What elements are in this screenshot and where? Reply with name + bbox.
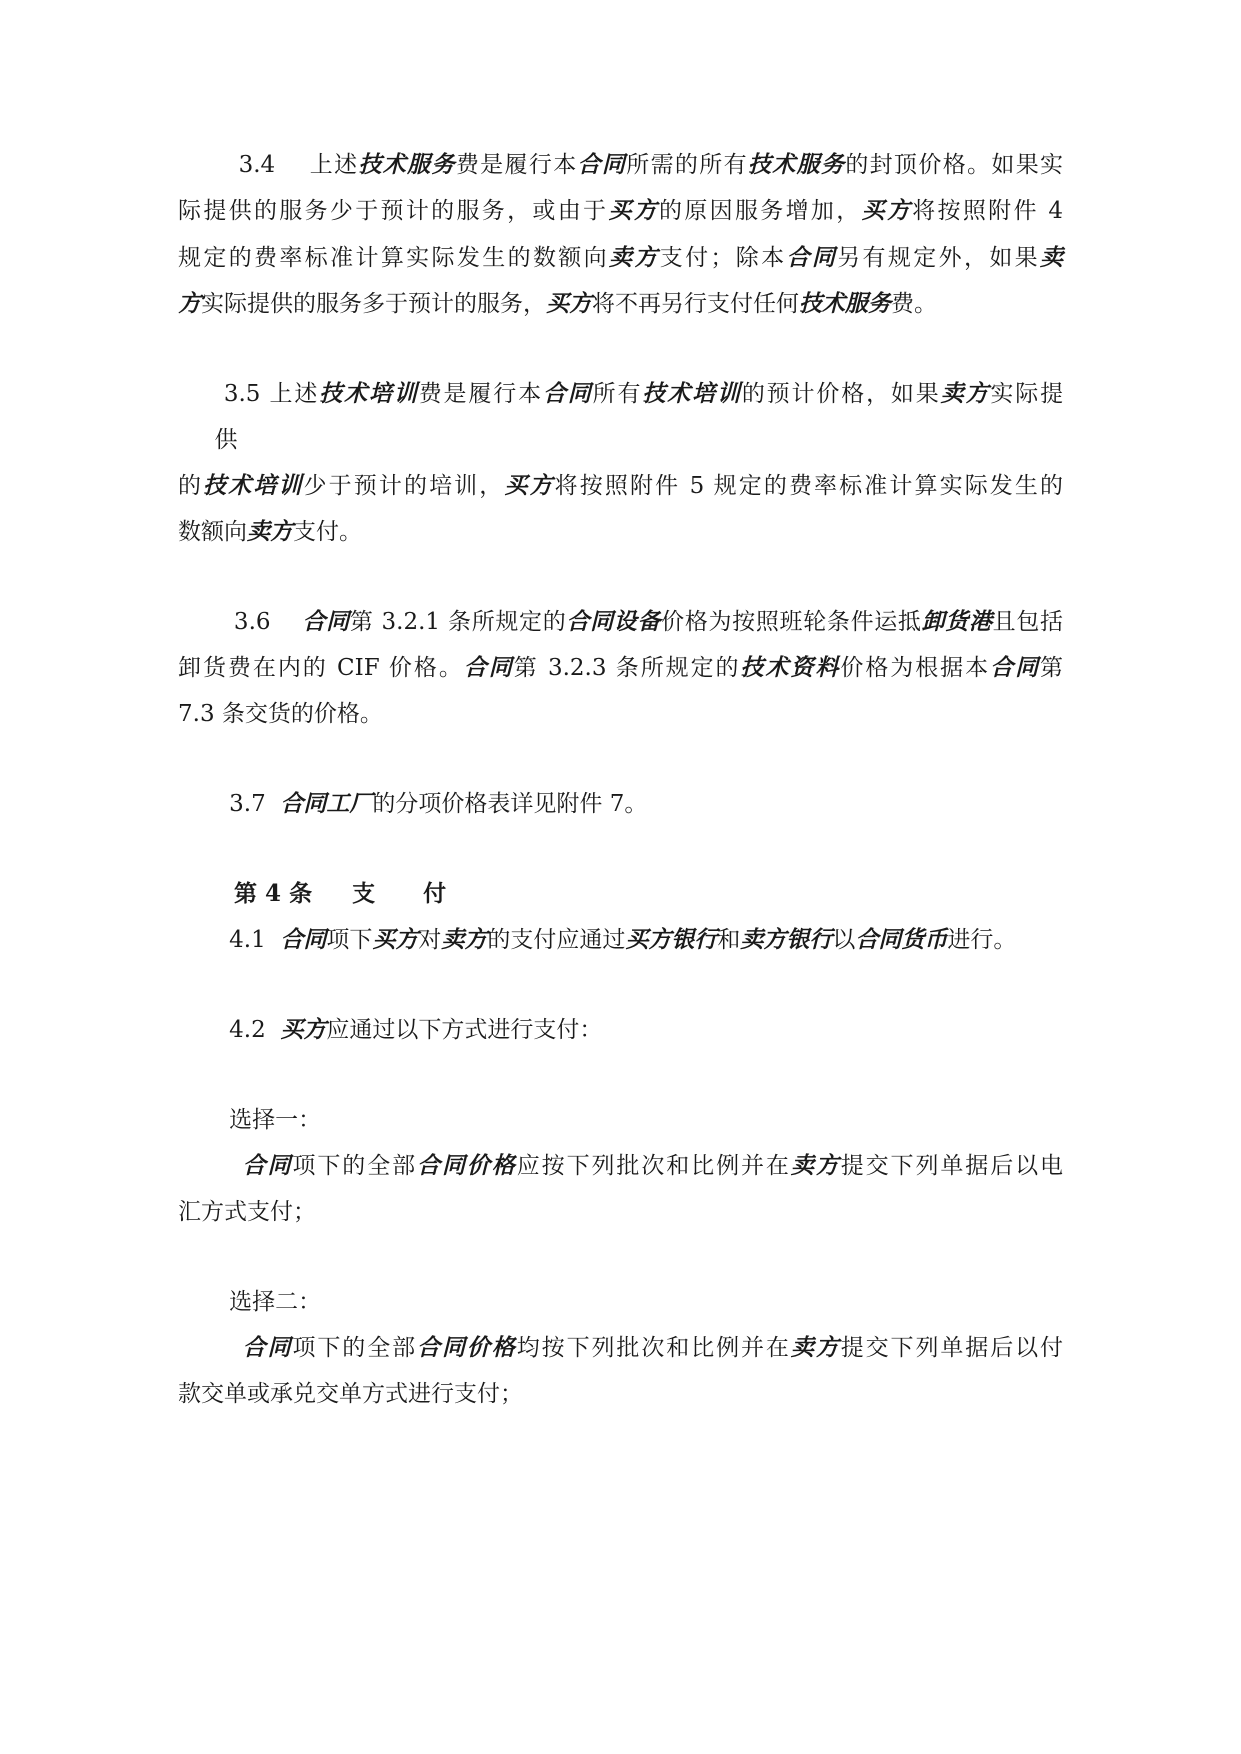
text-run: 另有规定外，如果 bbox=[837, 245, 1041, 271]
text-run: 卸货费在内的 CIF 价格。 bbox=[178, 655, 464, 681]
text-run: 少于预计的培训， bbox=[303, 473, 505, 499]
defined-term: 合同 bbox=[302, 608, 350, 635]
text-run: 应通过以下方式进行支付： bbox=[326, 1017, 603, 1043]
text-line bbox=[178, 422, 238, 458]
text-run: 的支付应通过 bbox=[487, 927, 626, 953]
defined-term: 合同 bbox=[242, 1152, 293, 1179]
defined-term: 技术培训 bbox=[642, 380, 742, 407]
defined-term: 技术服务 bbox=[358, 151, 456, 178]
defined-term: 买方 bbox=[280, 1016, 327, 1043]
text-run: 3.6 bbox=[178, 609, 303, 635]
text-line bbox=[178, 1376, 523, 1412]
defined-term: 合同 bbox=[280, 926, 327, 953]
text-line bbox=[178, 1194, 316, 1230]
text-run: 实际提供的服务多于预计的服务， bbox=[201, 291, 546, 317]
text-run: 第 bbox=[1040, 655, 1064, 681]
defined-term: 卖方 bbox=[790, 1334, 841, 1361]
text-line bbox=[178, 514, 362, 550]
text-run: 提交下列单据后以付 bbox=[840, 1335, 1064, 1361]
text-run: 的 bbox=[178, 473, 204, 499]
defined-term: 合同 bbox=[577, 151, 627, 178]
defined-term: 卖方 bbox=[247, 518, 293, 545]
text-line bbox=[178, 240, 1063, 276]
text-line bbox=[178, 1330, 1063, 1366]
text-run bbox=[178, 1335, 243, 1361]
defined-term: 买方 bbox=[372, 926, 419, 953]
text-line bbox=[178, 376, 1063, 412]
defined-term: 卖方 bbox=[441, 926, 488, 953]
text-run: 支付。 bbox=[293, 519, 362, 545]
defined-term: 卖方银行 bbox=[740, 926, 833, 953]
text-run: 进行。 bbox=[947, 927, 1017, 953]
text-line bbox=[178, 922, 1016, 958]
text-run: 以 bbox=[832, 927, 856, 953]
text-run: 际提供的服务少于预计的服务，或由于 bbox=[178, 198, 609, 224]
defined-term: 合同货币 bbox=[855, 926, 948, 953]
text-line bbox=[178, 1148, 1063, 1184]
text-run: 将按照附件 4 bbox=[912, 198, 1064, 224]
text-run: 均按下列批次和比例并在 bbox=[516, 1335, 791, 1361]
text-run: 价格为按照班轮条件运抵 bbox=[661, 609, 922, 635]
defined-term: 卸货港 bbox=[921, 608, 993, 635]
defined-term: 卖方 bbox=[940, 380, 991, 407]
text-line bbox=[178, 1284, 321, 1320]
text-run: 费是履行本 bbox=[418, 381, 543, 407]
text-run: 汇方式支付； bbox=[178, 1199, 316, 1225]
defined-term: 买方 bbox=[608, 197, 660, 224]
text-run: 且包括 bbox=[992, 609, 1064, 635]
text-run: 3.4 上述 bbox=[178, 152, 359, 178]
text-run: 对 bbox=[418, 927, 442, 953]
text-run: 规定的费率标准计算实际发生的数额向 bbox=[178, 245, 609, 271]
text-run: 第 3.2.3 条所规定的 bbox=[513, 655, 741, 681]
text-run bbox=[178, 1153, 243, 1179]
text-run: 数额向 bbox=[178, 519, 247, 545]
defined-term: 技术服务 bbox=[747, 151, 846, 178]
text-line bbox=[178, 468, 1063, 504]
defined-term: 技术服务 bbox=[799, 290, 891, 317]
text-run: 3.5 上述 bbox=[178, 381, 320, 407]
defined-term: 合同设备 bbox=[566, 608, 662, 635]
defined-term: 买方 bbox=[861, 197, 913, 224]
defined-term: 合同 bbox=[786, 244, 838, 271]
text-run: 款交单或承兑交单方式进行支付； bbox=[178, 1381, 523, 1407]
defined-term: 合同价格 bbox=[417, 1334, 517, 1361]
text-run: 第 3.2.1 条所规定的 bbox=[349, 609, 567, 635]
text-run: 3.7 bbox=[178, 791, 281, 817]
defined-term: 合同价格 bbox=[417, 1152, 517, 1179]
text-run: 提交下列单据后以电 bbox=[840, 1153, 1064, 1179]
text-run: 选择二： bbox=[178, 1289, 322, 1315]
text-line bbox=[178, 604, 1063, 640]
defined-term: 卖方 bbox=[609, 244, 660, 271]
defined-term: 合同 bbox=[542, 380, 593, 407]
text-line bbox=[178, 147, 1063, 183]
text-run: 的原因服务增加， bbox=[659, 198, 862, 224]
defined-term: 合同 bbox=[463, 654, 514, 681]
text-run: 价格为根据本 bbox=[840, 655, 991, 681]
defined-term: 方 bbox=[178, 290, 201, 317]
defined-term: 买方 bbox=[504, 472, 555, 499]
defined-term: 合同 bbox=[242, 1334, 293, 1361]
text-run: 的分项价格表详见附件 7。 bbox=[372, 791, 648, 817]
text-run: 选择一： bbox=[178, 1107, 322, 1133]
defined-term: 技术资料 bbox=[740, 654, 841, 681]
text-run: 支付；除本 bbox=[659, 245, 787, 271]
text-run: 费是履行本 bbox=[455, 152, 578, 178]
defined-term: 合同工厂 bbox=[280, 790, 373, 817]
text-run: 的封顶价格。如果实 bbox=[845, 152, 1064, 178]
text-run: 4.2 bbox=[178, 1017, 281, 1043]
text-run: 7.3 条交货的价格。 bbox=[178, 701, 383, 727]
text-run: 4.1 bbox=[178, 927, 281, 953]
text-line bbox=[178, 286, 937, 322]
text-line bbox=[178, 193, 1063, 229]
defined-term: 技术培训 bbox=[319, 380, 419, 407]
text-run: 所需的所有 bbox=[626, 152, 748, 178]
text-run: 供 bbox=[178, 427, 238, 453]
text-line bbox=[178, 1012, 602, 1048]
text-run: 的预计价格，如果 bbox=[741, 381, 941, 407]
section-heading: 第 4 条 支 付 bbox=[178, 880, 447, 907]
text-run: 将不再另行支付任何 bbox=[592, 291, 799, 317]
text-run: 实际提 bbox=[990, 381, 1064, 407]
defined-term: 卖方 bbox=[790, 1152, 841, 1179]
defined-term: 合同 bbox=[990, 654, 1041, 681]
defined-term: 买方 bbox=[546, 290, 592, 317]
text-line bbox=[178, 1102, 321, 1138]
text-run: 项下 bbox=[326, 927, 373, 953]
text-run: 项下的全部 bbox=[292, 1335, 418, 1361]
defined-term: 技术培训 bbox=[203, 472, 304, 499]
text-run: 和 bbox=[717, 927, 741, 953]
defined-term: 卖 bbox=[1040, 244, 1064, 271]
text-line bbox=[178, 786, 647, 822]
text-run: 所有 bbox=[592, 381, 643, 407]
text-line bbox=[178, 696, 383, 732]
defined-term: 买方银行 bbox=[625, 926, 718, 953]
text-line bbox=[178, 650, 1063, 686]
text-run: 项下的全部 bbox=[292, 1153, 418, 1179]
text-run: 费。 bbox=[891, 291, 937, 317]
text-line bbox=[178, 876, 446, 912]
text-run: 将按照附件 5 规定的费率标准计算实际发生的 bbox=[554, 473, 1064, 499]
text-run: 应按下列批次和比例并在 bbox=[516, 1153, 791, 1179]
